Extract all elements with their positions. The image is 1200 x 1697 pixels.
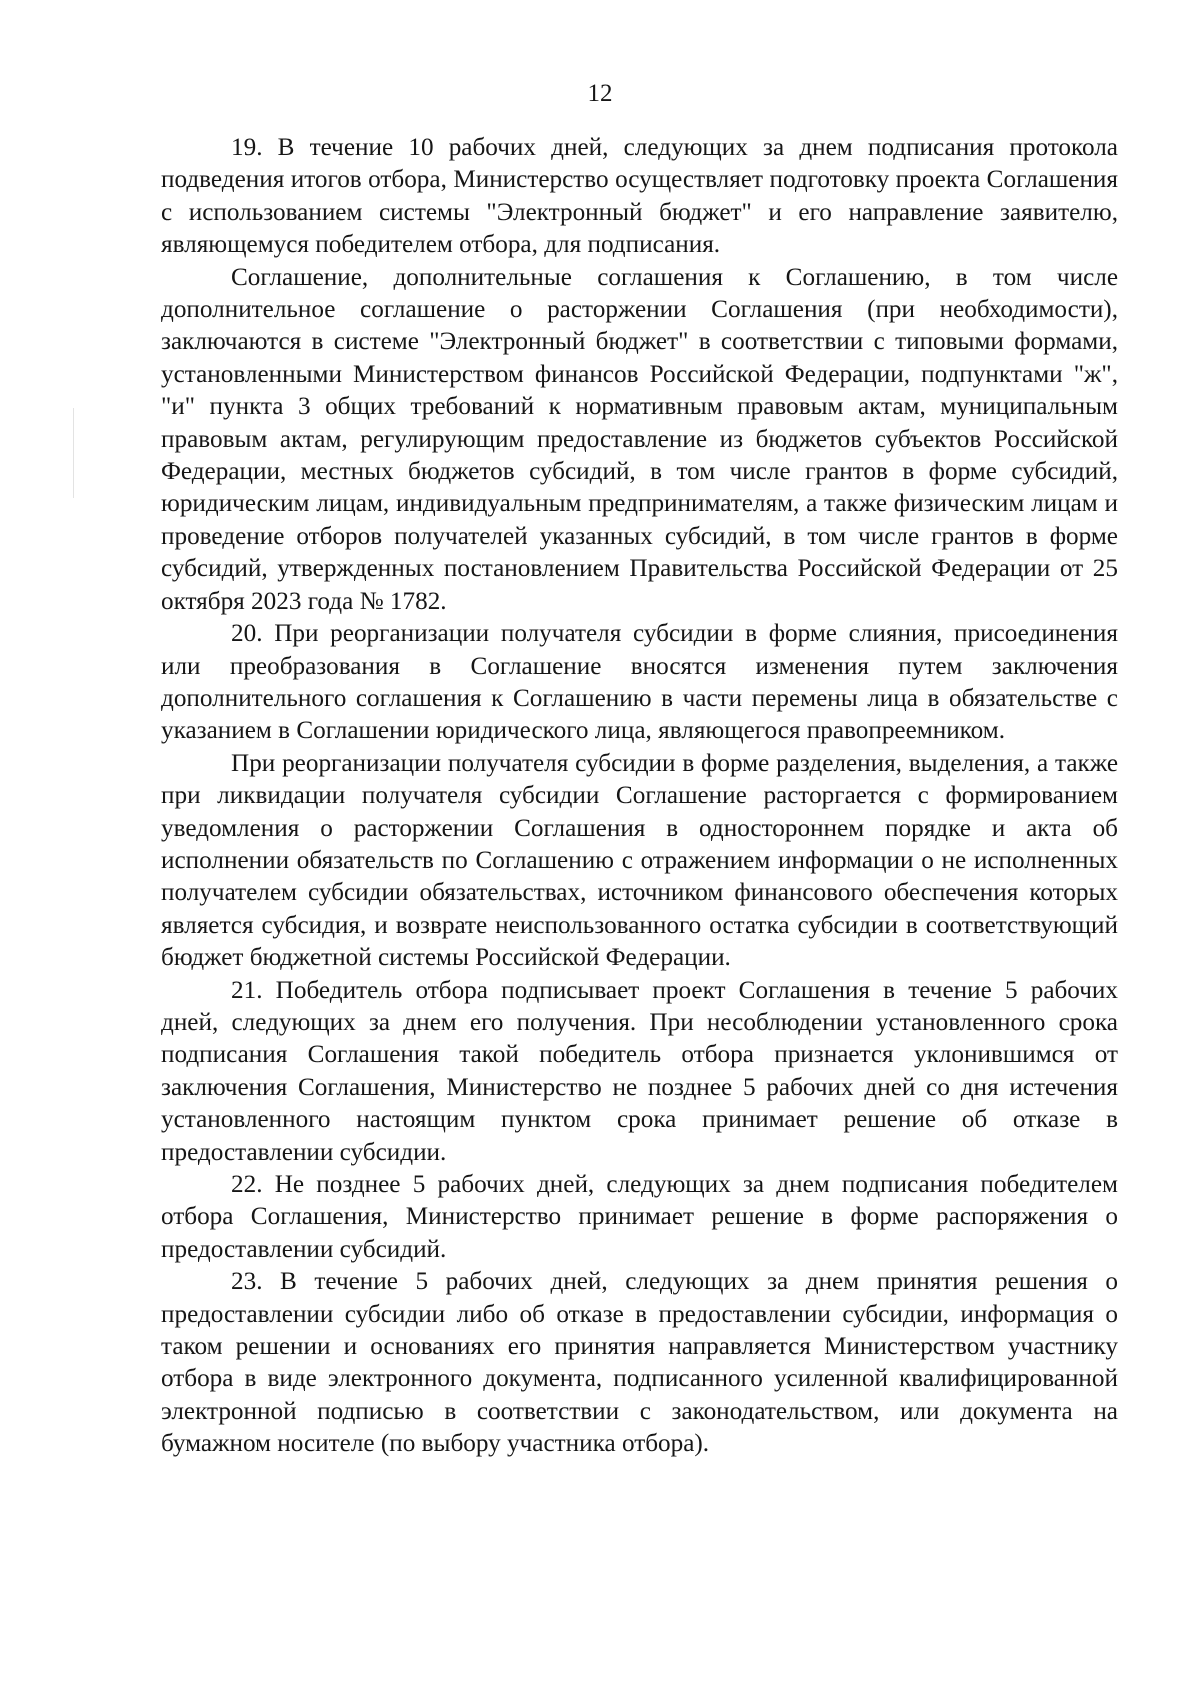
paragraph-21: 21. Победитель отбора подписывает проект Соглашения в течение 5 рабочих дней, следующих за днем его получения. При несоблюдении установленного срока подписания Соглашения такой победитель отбора признается уклонившимся от заключения Соглашения, Министерство не позднее 5 рабочих дней со дня истечения установленного настоящим пунктом срока принимает решение об отказе в предоставлении субсидии. [161, 976, 1118, 1166]
paragraph-19-agreement: Соглашение, дополнительные соглашения к Соглашению, в том числе дополнительное соглашение о расторжении Соглашения (при необходимости), заключаются в системе "Электронный бюджет" в соответствии с типовыми формами, установленными Министерством финансов Российской Федерации, подпунктами "ж", "и" пункта 3 общих требований к нормативным правовым актам, муниципальным правовым актам, регулирующим предоставление из бюджетов субъектов Российской Федерации, местных бюджетов субсидий, в том числе грантов в форме субсидий, юридическим лицам, индивидуальным предпринимателям, а также физическим лицам и проведение отборов получателей указанных субсидий, в том числе грантов в форме субсидий, утвержденных постановлением Правительства Российской Федерации от 25 октября 2023 года № 1782. [161, 263, 1118, 615]
paragraph-19: 19. В течение 10 рабочих дней, следующих за днем подписания протокола подведения итогов отбора, Министерство осуществляет подготовку проекта Соглашения с использованием системы "Электронный бюджет" и его направление заявителю, являющемуся победителем отбора, для подписания. [161, 134, 1118, 259]
paragraph-23: 23. В течение 5 рабочих дней, следующих за днем принятия решения о предоставлении субсидии либо об отказе в предоставлении субсидии, информация о таком решении и основаниях его принятия направляется Министерством участнику отбора в виде электронного документа, подписанного усиленной квалифицированной электронной подписью в соответствии с законодательством, или документа на бумажном носителе (по выбору участника отбора). [161, 1268, 1118, 1458]
paragraph-20: 20. При реорганизации получателя субсидии в форме слияния, присоединения или преобразования в Соглашение вносятся изменения путем заключения дополнительного соглашения к Соглашению в части перемены лица в обязательстве с указанием в Соглашении юридического лица, являющегося правопреемником. [161, 620, 1118, 745]
paragraph-20-termination: При реорганизации получателя субсидии в форме разделения, выделения, а также при ликвидации получателя субсидии Соглашение расторгается с формированием уведомления о расторжении Соглашения в одностороннем порядке и акта об исполнении обязательств по Соглашению с отражением информации о не исполненных получателем субсидии обязательствах, источником финансового обеспечения которых является субсидия, и возврате неиспользованного остатка субсидии в соответствующий бюджет бюджетной системы Российской Федерации. [161, 749, 1118, 972]
paragraph-22: 22. Не позднее 5 рабочих дней, следующих за днем подписания победителем отбора Соглашения, Министерство принимает решение в форме распоряжения о предоставлении субсидий. [161, 1171, 1118, 1263]
page-number: 12 [587, 80, 613, 107]
scan-artifact-line [73, 408, 74, 498]
document-body [161, 132, 1118, 1461]
